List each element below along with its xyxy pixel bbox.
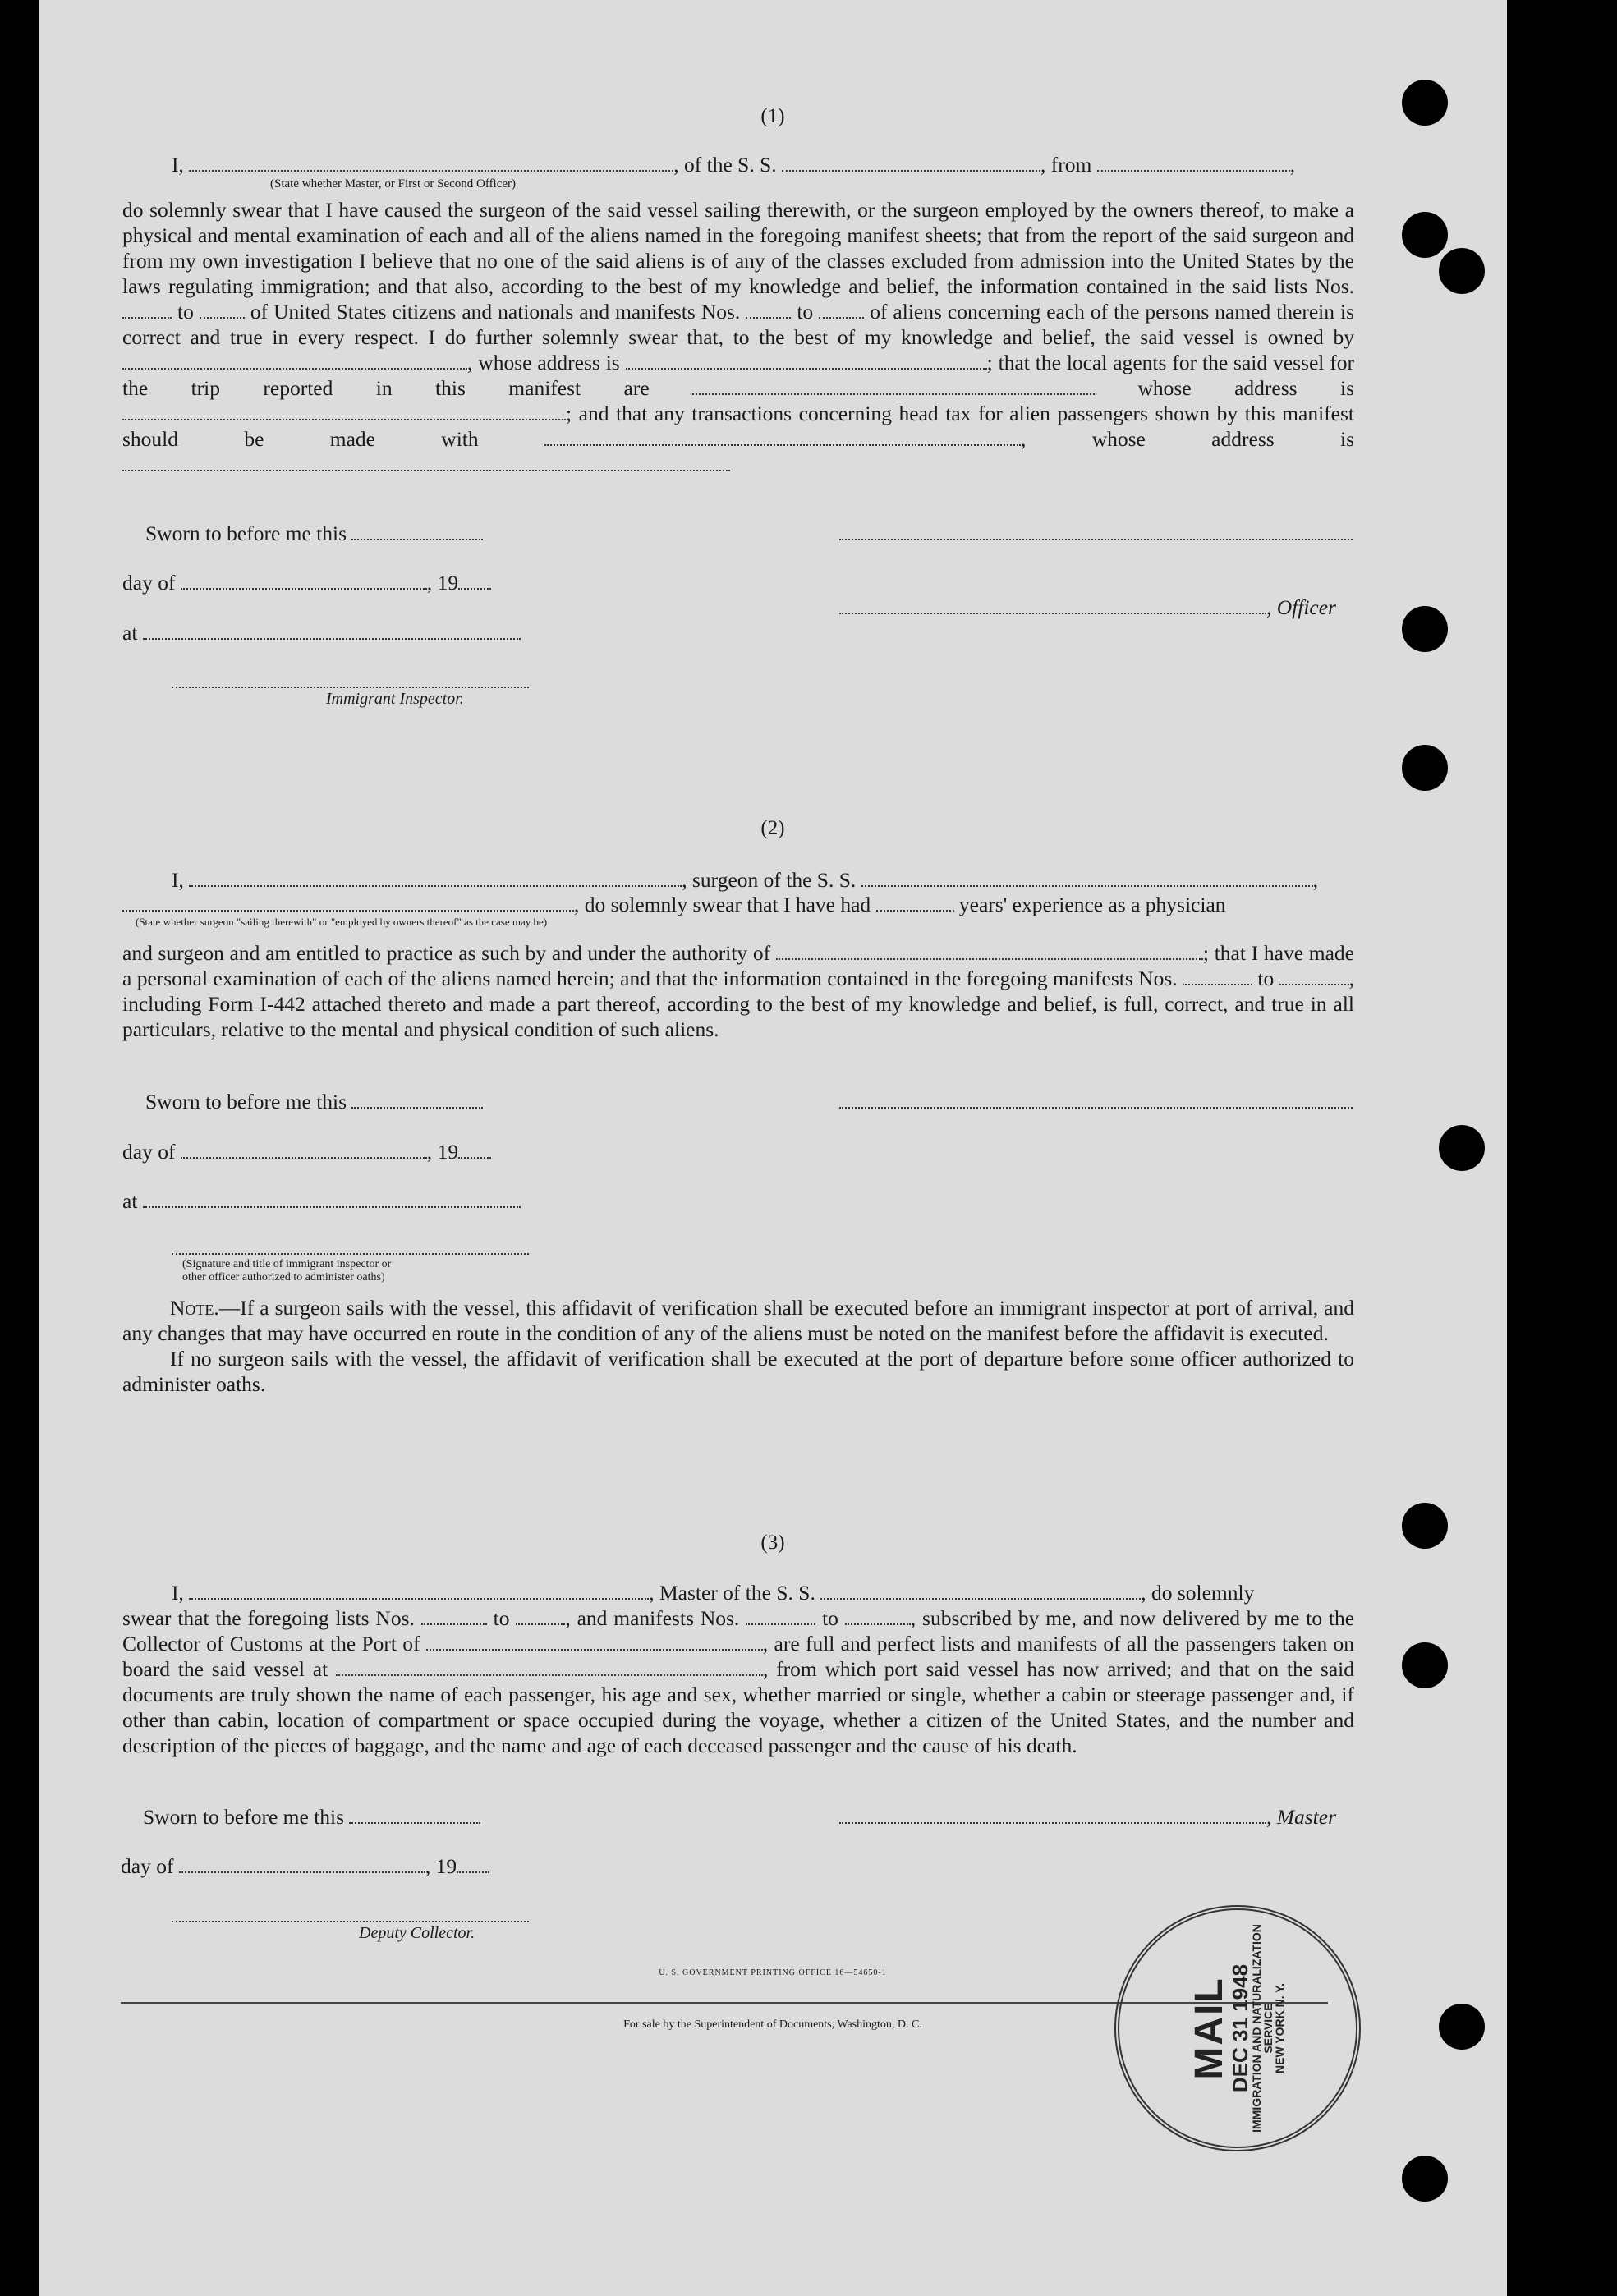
section-2-signature-caption-1: (Signature and title of immigrant inspector or (182, 1258, 392, 1270)
section-2-line-1: I, , surgeon of the S. S. , (172, 868, 1319, 892)
section-1-signature-line (839, 521, 1353, 546)
stamp-text: MAIL DEC 31 1948 IMMIGRATION AND NATURALIZATION SERVICE NEW YORK N. Y. (1187, 1924, 1286, 2133)
section-2-signature-line (839, 1090, 1353, 1114)
section-2-day-of: day of , 19 (122, 1140, 491, 1164)
section-1-inspector-label: Immigrant Inspector. (326, 690, 464, 708)
section-2-inspector-line (172, 1236, 529, 1261)
section-1-officer: , Officer (839, 595, 1336, 620)
section-2-caption: (State whether surgeon "sailing therewith" or "employed by owners thereof" as the case may be) (136, 916, 548, 928)
punch-hole (1402, 606, 1448, 652)
section-3-deputy-label: Deputy Collector. (359, 1924, 475, 1942)
section-2-line-2: , do solemnly swear that I have had years' experience as a physician (122, 893, 1226, 917)
section-1-sworn: Sworn to before me this (145, 521, 483, 546)
punch-hole (1439, 1125, 1485, 1171)
section-1-day-of: day of , 19 (122, 571, 491, 595)
section-3-paragraph: swear that the foregoing lists Nos. to , and manifests Nos. to , subscribed by me, and now delivered by me to the Collector of Customs at the Port of , are full and perfect lists and manifests of all the passengers taken on board the said vessel at , from which port said vessel has now arrived; and that on the said documents are truly shown the name of each passenger, his age and sex, whether married or single, whether a cabin or steerage passenger and, if other than cabin, location of compartment or space occupied during the voyage, whether a citizen of the United States, and the number and description of the pieces of baggage, and the name and age of each deceased passenger and the cause of his death. (122, 1606, 1355, 1757)
section-3-deputy-line (172, 1903, 529, 1928)
section-3-number: (3) (760, 1531, 785, 1554)
section-1-number: (1) (760, 105, 785, 127)
punch-hole (1402, 2156, 1448, 2202)
punch-hole (1402, 745, 1448, 791)
sale-line: For sale by the Superintendent of Documents, Washington, D. C. (623, 2018, 922, 2031)
section-3-line-1: I, , Master of the S. S. , do solemnly (172, 1581, 1255, 1605)
mail-stamp (1114, 1905, 1361, 2151)
section-3-sworn: Sworn to before me this (143, 1805, 480, 1830)
section-1-line-1: I, , of the S. S. , from , (172, 153, 1296, 177)
punch-hole (1439, 248, 1485, 294)
document-page (39, 0, 1507, 2296)
punch-hole (1402, 212, 1448, 258)
section-2-paragraph: and surgeon and am entitled to practice as such by and under the authority of ; that I have made a personal examination of each of the aliens named herein; and that the information contained in the foregoing manifests Nos. to , including Form I-442 attached thereto and made a part thereof, according to the best of my knowledge and belief, is full, correct, and true in all particulars, relative to the mental and physical condition of such aliens. (122, 941, 1355, 1041)
section-3-day-of: day of , 19 (121, 1854, 489, 1879)
punch-hole (1402, 1642, 1448, 1688)
section-2-signature-caption-2: other officer authorized to administer oaths) (182, 1271, 385, 1283)
section-1-at: at (122, 621, 521, 645)
section-2-number: (2) (760, 817, 785, 839)
section-2-at: at (122, 1189, 521, 1214)
section-2-sworn: Sworn to before me this (145, 1090, 483, 1114)
section-1-paragraph: do solemnly swear that I have caused the surgeon of the said vessel sailing therewith, or the surgeon employed by the owners thereof, to make a physical and mental examination of each and all of the aliens named in the foregoing manifest sheets; that from the report of the said surgeon and from my own investigation I believe that no one of the said aliens is of any of the classes excluded from admission into the United States by the laws regulating immigration; and that also, according to the best of my knowledge and belief, the information contained in the said lists Nos. to of United States citizens and nationals and manifests Nos. to of aliens concerning each of the persons named therein is correct and true in every respect. I do further solemnly swear that, to the best of my knowledge and belief, the said vessel is owned by , whose address is ; that the local agents for the said vessel for the trip reported in this manifest are whose address is ; and that any transactions concerning head tax for alien passengers shown by this manifest should be made with , whose address is (122, 197, 1354, 477)
section-3-master: , Master (839, 1805, 1336, 1830)
section-2-note: Note.—If a surgeon sails with the vessel, this affidavit of verification shall be executed before an immigrant inspector at port of arrival, and any changes that may have occurred en route in the condition of any of the aliens must be noted on the manifest before the affidavit is executed. If no surgeon sails with the vessel, the affidavit of verification shall be executed at the port of departure before some officer authorized to administer oaths. (122, 1296, 1354, 1396)
section-1-caption: (State whether Master, or First or Second Officer) (270, 177, 517, 191)
printing-office-line: U. S. GOVERNMENT PRINTING OFFICE 16—54650-1 (659, 1968, 887, 1977)
